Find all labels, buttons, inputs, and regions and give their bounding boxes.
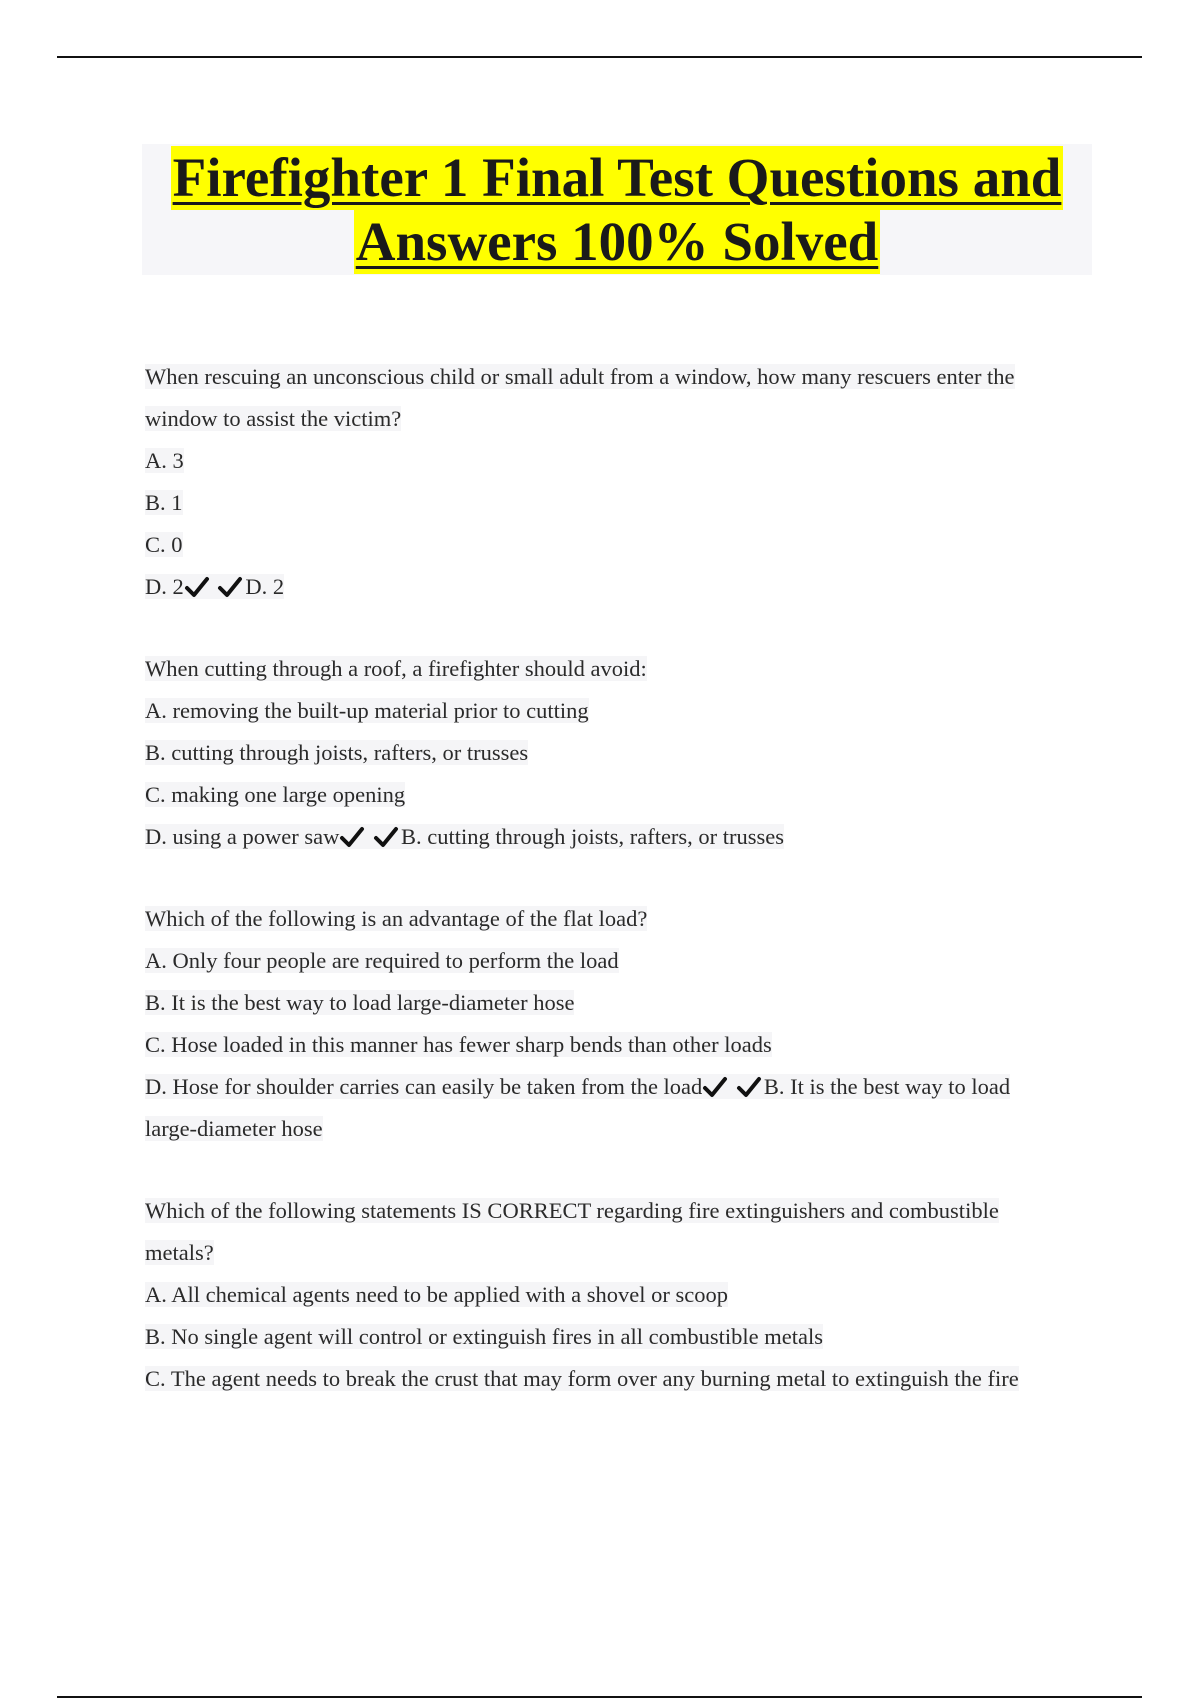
checkmark-icon: [217, 574, 245, 600]
question-block-1: [145, 356, 1095, 608]
question-block-4: [145, 1190, 1095, 1400]
question-text-line: When rescuing an unconscious child or small adult from a window, how many rescuers enter the: [145, 364, 1015, 389]
option-a: A. 3: [145, 448, 184, 473]
checkmark-icon: [373, 824, 401, 850]
question-text-line: window to assist the victim?: [145, 406, 402, 431]
checkmark-icon: [339, 824, 367, 850]
option-d: D. 2: [145, 574, 184, 599]
option-b: B. No single agent will control or extinguish fires in all combustible metals: [145, 1324, 824, 1349]
option-a: A. removing the built-up material prior to cutting: [145, 698, 589, 723]
checkmark-icon: [736, 1074, 764, 1100]
option-a: A. All chemical agents need to be applied with a shovel or scoop: [145, 1282, 728, 1307]
option-d: D. Hose for shoulder carries can easily be taken from the load: [145, 1074, 703, 1099]
question-block-3: [145, 898, 1095, 1150]
option-a: A. Only four people are required to perform the load: [145, 948, 619, 973]
option-b: B. It is the best way to load large-diameter hose: [145, 990, 575, 1015]
bottom-rule: [57, 1696, 1142, 1698]
answer-text: B. It is the best way to load: [763, 1074, 1011, 1099]
option-b: B. cutting through joists, rafters, or trusses: [145, 740, 529, 765]
top-rule: [57, 56, 1142, 58]
question-text-line: Which of the following statements IS CORRECT regarding fire extinguishers and combustible: [145, 1198, 999, 1223]
question-text-line: Which of the following is an advantage of the flat load?: [145, 906, 648, 931]
question-text-line: metals?: [145, 1240, 214, 1265]
option-b: B. 1: [145, 490, 183, 515]
question-text-line: When cutting through a roof, a firefighter should avoid:: [145, 656, 647, 681]
title-box: [142, 144, 1092, 275]
option-c: C. making one large opening: [145, 782, 406, 807]
page-title-line-1: Firefighter 1 Final Test Questions and: [172, 147, 1062, 208]
answer-text: B. cutting through joists, rafters, or trusses: [400, 824, 785, 849]
checkmark-icon: [184, 574, 212, 600]
option-c: C. The agent needs to break the crust that may form over any burning metal to extinguish the fire: [145, 1366, 1019, 1391]
question-block-2: [145, 648, 1095, 858]
option-c: C. 0: [145, 532, 183, 557]
option-d-with-answer: [145, 816, 1095, 858]
option-d-with-answer: [145, 1066, 1095, 1108]
option-c: C. Hose loaded in this manner has fewer sharp bends than other loads: [145, 1032, 772, 1057]
checkmark-icon: [702, 1074, 730, 1100]
option-d: D. using a power saw: [145, 824, 340, 849]
page-title-line-2: Answers 100% Solved: [355, 211, 879, 272]
answer-text: D. 2: [245, 574, 285, 599]
questions-list: [145, 356, 1095, 1400]
option-d-with-answer: [145, 566, 1095, 608]
answer-text-continued: large-diameter hose: [145, 1116, 323, 1141]
